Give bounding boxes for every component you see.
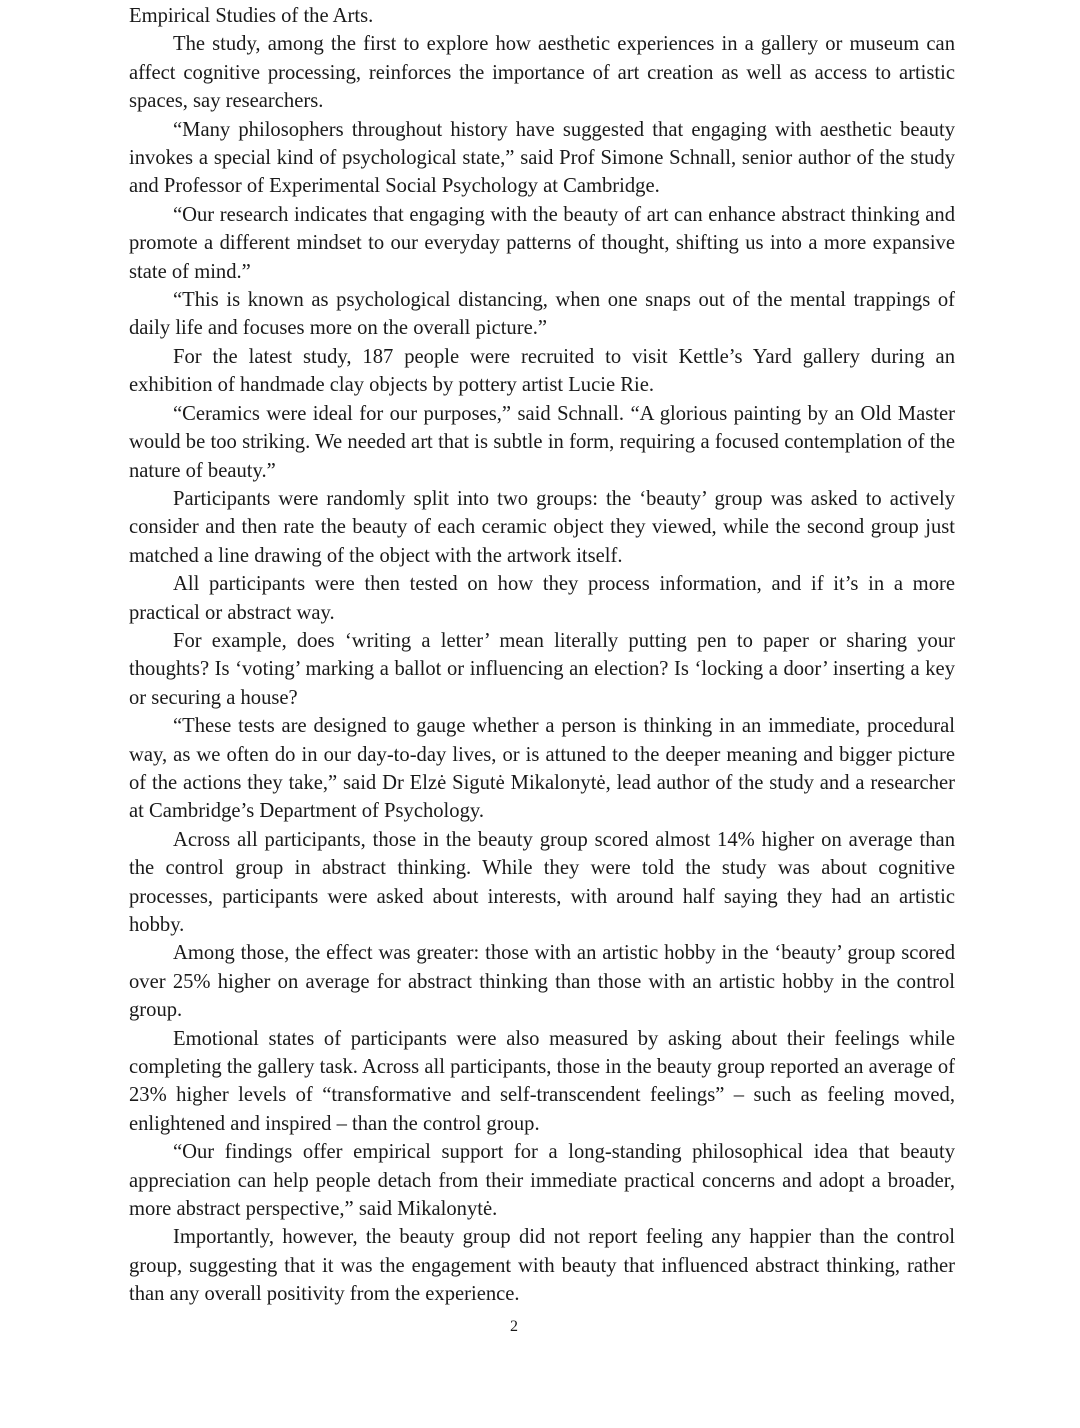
document-page <box>129 0 955 1428</box>
paragraph: For example, does ‘writing a letter’ mean literally putting pen to paper or sharing your thoughts? Is ‘voting’ marking a ballot or influencing an election? Is ‘locking a door’ inserting a key or securing a house? <box>129 629 955 709</box>
paragraph: “Our research indicates that engaging with the beauty of art can enhance abstract thinking and promote a different mindset to our everyday patterns of thought, shifting us into a more expansive state of mind.” <box>129 203 955 283</box>
paragraph: Among those, the effect was greater: those with an artistic hobby in the ‘beauty’ group scored over 25% higher on average for abstract thinking than those with an artistic hobby in the control group. <box>129 942 955 1022</box>
paragraph: “These tests are designed to gauge whether a person is thinking in an immediate, procedural way, as we often do in our day-to-day lives, or is attuned to the deeper meaning and bigger picture of the actions they take,” said Dr Elzė Sigutė Mikalonytė, lead author of the study and a researcher at Cambridge’s Department of Psychology. <box>129 715 955 823</box>
paragraph: For the latest study, 187 people were recruited to visit Kettle’s Yard gallery during an exhibition of handmade clay objects by pottery artist Lucie Rie. <box>129 345 955 397</box>
paragraph: Importantly, however, the beauty group did not report feeling any happier than the control group, suggesting that it was the engagement with beauty that influenced abstract thinking, rather than any overall positivity from the experience. <box>129 1226 955 1306</box>
paragraph-continuation: Empirical Studies of the Arts. <box>129 5 374 27</box>
paragraph: All participants were then tested on how they process information, and if it’s in a more practical or abstract way. <box>129 573 955 624</box>
paragraph: The study, among the first to explore how aesthetic experiences in a gallery or museum can affect cognitive processing, reinforces the importance of art creation as well as access to artistic spaces, say researchers. <box>129 33 955 113</box>
paragraph: “Our findings offer empirical support for a long-standing philosophical idea that beauty appreciation can help people detach from their immediate practical concerns and adopt a broader, more abstract perspective,” said Mikalonytė. <box>129 1141 955 1221</box>
page-number: 2 <box>510 1318 518 1335</box>
paragraph: “This is known as psychological distancing, when one snaps out of the mental trappings of daily life and focuses more on the overall picture.” <box>129 289 955 340</box>
paragraph: Emotional states of participants were also measured by asking about their feelings while completing the gallery task. Across all participants, those in the beauty group reported an average of 23% higher levels of “transformative and self-transcendent feelings” – such as feeling moved, enlightened and inspired – than the control group. <box>129 1027 955 1135</box>
paragraph: Participants were randomly split into two groups: the ‘beauty’ group was asked to actively consider and then rate the beauty of each ceramic object they viewed, while the second group just matched a line drawing of the object with the artwork itself. <box>129 487 955 567</box>
paragraph: “Ceramics were ideal for our purposes,” said Schnall. “A glorious painting by an Old Master would be too striking. We needed art that is subtle in form, requiring a focused contemplation of the nature of beauty.” <box>129 402 955 482</box>
paragraph: “Many philosophers throughout history have suggested that engaging with aesthetic beauty invokes a special kind of psychological state,” said Prof Simone Schnall, senior author of the study and Professor of Experimental Social Psychology at Cambridge. <box>129 118 955 198</box>
paragraph: Across all participants, those in the beauty group scored almost 14% higher on average than the control group in abstract thinking. While they were told the study was about cognitive processes, participants were asked about interests, with around half saying they had an artistic hobby. <box>129 828 955 936</box>
